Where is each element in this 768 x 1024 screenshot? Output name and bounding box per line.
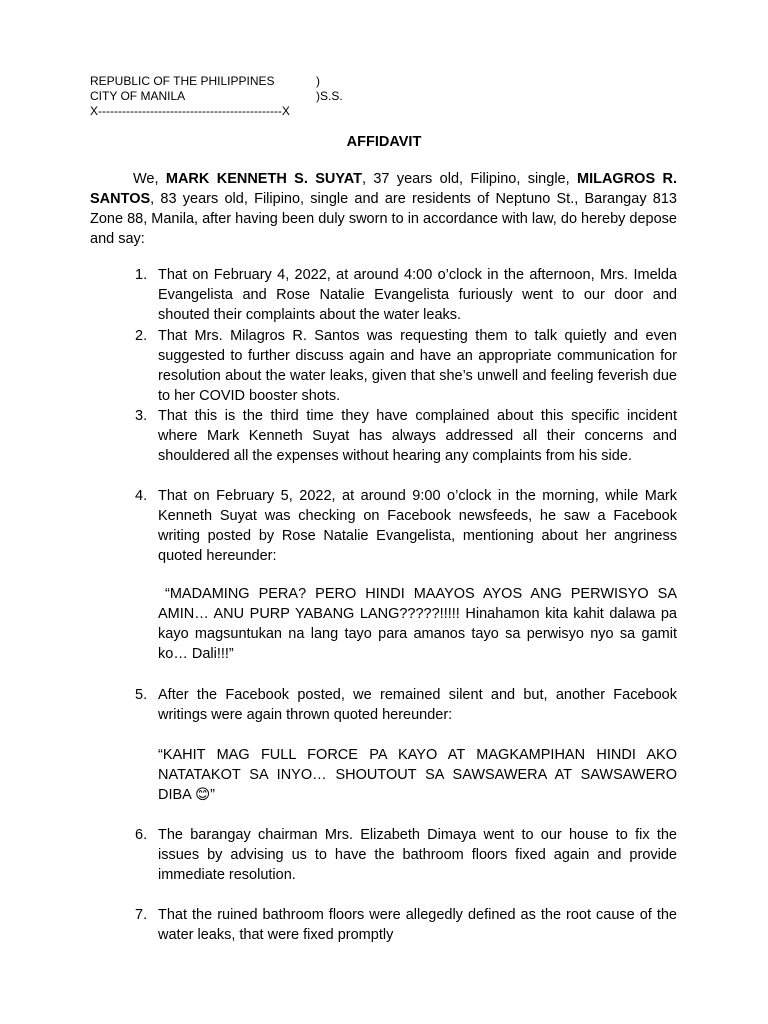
item-number: 2. — [135, 328, 148, 344]
quoted-post-2: “KAHIT MAG FULL FORCE PA KAYO AT MAGKAMPIHAN HINDI AKO NATATAKOT SA INYO… SHOUTOUT SA SAWSAWERA AT SAWSAWERO DIBA 😊” — [158, 747, 677, 803]
item-text: That on February 4, 2022, at around 4:00 o’clock in the afternoon, Mrs. Imelda Evangelista and Rose Natalie Evangelista furiously went to our door and shouted their complaints about the water leaks. — [158, 267, 677, 323]
item-text: That the ruined bathroom floors were allegedly defined as the root cause of the water leaks, that were fixed promptly — [158, 907, 677, 943]
item-text: That Mrs. Milagros R. Santos was requesting them to talk quietly and even suggested to further discuss again and have an appropriate communication for resolution about the water leaks, given that she’s unwell and feeling feverish due to her COVID booster shots. — [158, 328, 677, 404]
intro-part-2: , 37 years old, Filipino, single, — [361, 171, 577, 187]
list-item — [135, 825, 677, 885]
item-text: That this is the third time they have complained about this specific incident where Mark Kenneth Suyat has always addressed all their concerns and shouldered all the expenses without hearing any complaints from his side. — [158, 408, 677, 464]
item-text: After the Facebook posted, we remained silent and but, another Facebook writings were again thrown quoted hereunder: — [158, 687, 677, 723]
list-item — [135, 406, 677, 466]
header-separator: X----------------------------------------------X — [90, 104, 290, 118]
item-text: That on February 5, 2022, at around 9:00 o’clock in the morning, while Mark Kenneth Suyat was checking on Facebook newsfeeds, he saw a Facebook writing posted by Rose Natalie Evangelista, mentioning about her angriness quoted hereunder: — [158, 488, 677, 564]
document-title: AFFIDAVIT — [346, 134, 422, 150]
header-city-text: CITY OF MANILA — [90, 89, 186, 103]
list-item — [135, 685, 677, 725]
list-item — [135, 326, 677, 406]
intro-paragraph — [90, 169, 677, 249]
item-number: 1. — [135, 267, 148, 283]
item-number: 4. — [135, 488, 148, 504]
intro-part-3: , 83 years old, Filipino, single and are residents of Neptuno St., Barangay 813 Zone 88, Manila, after having been duly sworn to in accordance with law, do hereby depose and say: — [90, 191, 677, 247]
intro-part-1: We, — [133, 171, 166, 187]
header-city — [90, 89, 343, 103]
header-republic — [90, 74, 320, 88]
quoted-post-1: “MADAMING PERA? PERO HINDI MAAYOS AYOS ANG PERWISYO SA AMIN… ANU PURP YABANG LANG?????!!!!! Hinahamon kita kahit dalawa pa kayo magsuntukan na lang tayo para amanos tayo sa perwisyo nyo sa gamit ko… Dali!!!” — [158, 586, 677, 662]
affiant-name-2: MILAGROS R. SANTOS — [90, 171, 677, 207]
list-item — [135, 905, 677, 945]
item-text: The barangay chairman Mrs. Elizabeth Dimaya went to our house to fix the issues by advising us to have the bathroom floors fixed again and provide immediate resolution. — [158, 827, 677, 883]
item-number: 6. — [135, 827, 148, 843]
item-number: 7. — [135, 907, 148, 923]
affiant-name-1: MARK KENNETH S. SUYAT — [165, 171, 362, 187]
list-item — [135, 486, 677, 566]
header-city-mark: )S.S. — [316, 89, 343, 103]
list-item — [135, 265, 677, 325]
item-number: 3. — [135, 408, 148, 424]
header-republic-mark: ) — [316, 74, 320, 88]
item-number: 5. — [135, 687, 148, 703]
header-republic-text: REPUBLIC OF THE PHILIPPINES — [90, 74, 275, 88]
